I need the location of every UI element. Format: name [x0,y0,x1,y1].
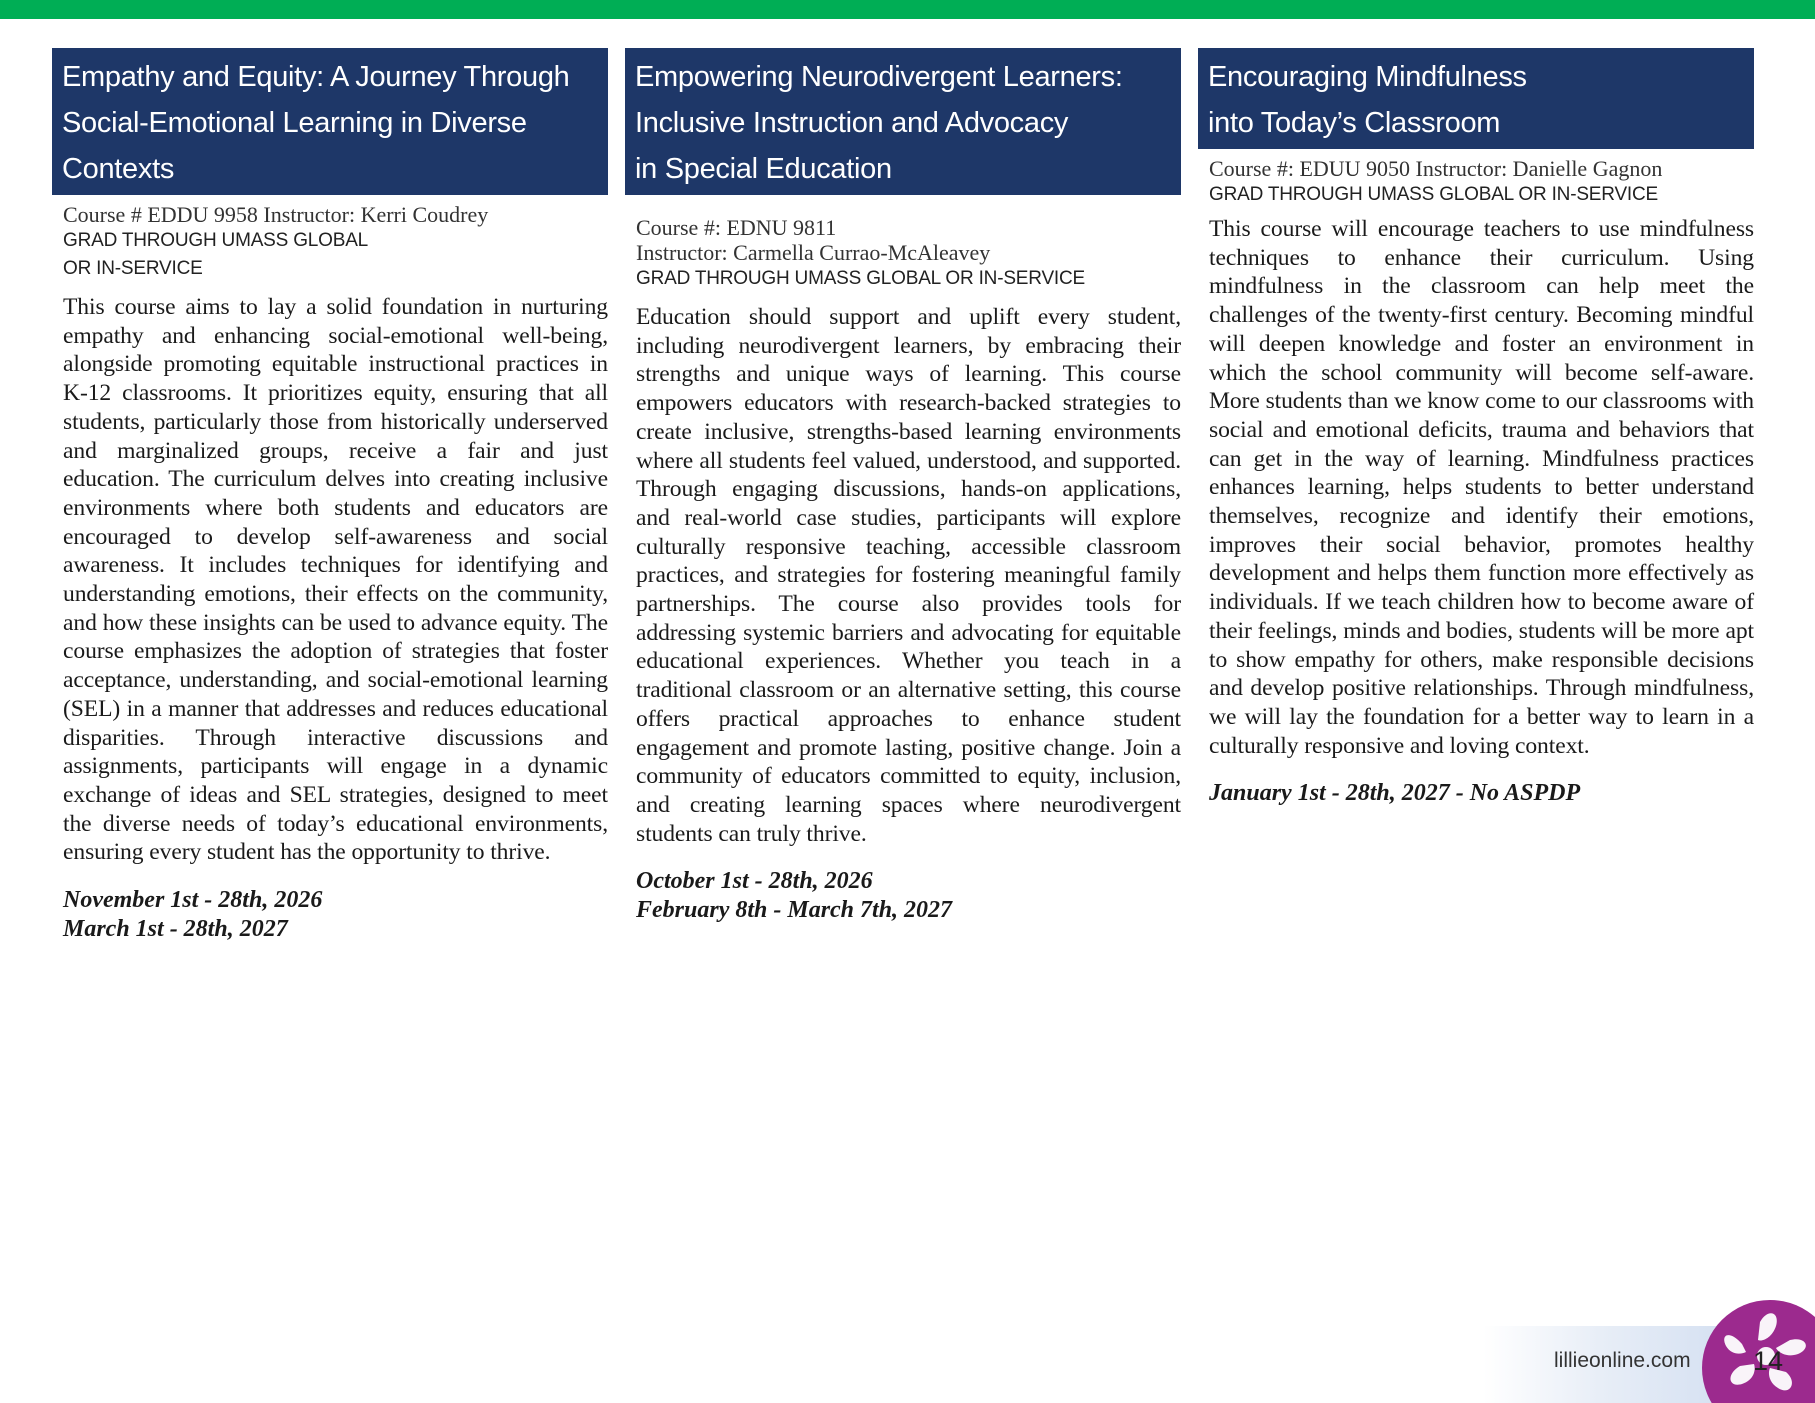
session-date: January 1st - 28th, 2027 - No ASPDP [1209,780,1581,807]
course-column-2 [625,48,1181,925]
course-meta [1198,156,1754,209]
top-accent-bar [0,0,1815,19]
course-meta [52,202,608,283]
course-title: Empathy and Equity: A Journey Through Social-Emotional Learning in Diverse Contexts [52,48,608,195]
course-dates [52,886,608,944]
course-column-3 [1198,48,1754,808]
session-date: October 1st - 28th, 2026 [636,868,873,895]
session-date: February 8th - March 7th, 2027 [636,897,953,924]
course-number-instructor: Course #: EDUU 9050 Instructor: Danielle Gagnon [1209,156,1663,181]
credit-option: GRAD THROUGH UMASS GLOBAL OR IN-SERVICE [63,230,369,279]
course-dates [625,867,1181,925]
course-instructor: Instructor: Carmella Currao-McAleavey [636,240,991,265]
course-dates [1198,779,1754,808]
session-date: November 1st - 28th, 2026 [63,887,323,914]
footer-website: lillieonline.com [1554,1349,1691,1372]
session-date: March 1st - 28th, 2027 [63,916,288,943]
course-title: Empowering Neurodivergent Learners: Inclusive Instruction and Advocacy in Special Education [625,48,1181,195]
credit-option: GRAD THROUGH UMASS GLOBAL OR IN-SERVICE [1209,184,1658,205]
page-number: 14 [1753,1346,1784,1376]
course-column-1 [52,48,608,944]
course-title: Encouraging Mindfulness into Today’s Classroom [1198,48,1754,149]
course-description: This course will encourage teachers to use mindfulness techniques to enhance their curriculum. Using mindfulness in the classroom can help meet the challenges of the twenty-first century. Becoming mindful will deepen knowledge and foster an environment in which the school community will become self-aware. More students than we know come to our classrooms with social and emotional deficits, trauma and behaviors that can get in the way of learning. Mindfulness practices enhances learning, helps students to better understand themselves, recognize and identify their emotions, improves their social behavior, promotes healthy development and helps them function more effectively as individuals. If we teach children how to become aware of their feelings, minds and bodies, students will be more apt to show empathy for others, make responsible decisions and develop positive relationships. Through mindfulness, we will lay the foundation for a better way to learn in a culturally responsive and loving context. [1209,216,1754,759]
course-description: This course aims to lay a solid foundation in nurturing empathy and enhancing social-emotional well-being, alongside promoting equitable instructional practices in K-12 classrooms. It prioritizes equity, ensuring that all students, particularly those from historically underserved and marginalized groups, receive a fair and just education. The curriculum delves into creating inclusive environments where both students and educators are encouraged to develop self-awareness and social awareness. It includes techniques for identifying and understanding emotions, their effects on the community, and how these insights can be used to advance equity. The course emphasizes the adoption of strategies that foster acceptance, understanding, and social-emotional learning (SEL) in a manner that addresses and reduces educational disparities. Through interactive discussions and assignments, participants will engage in a dynamic exchange of ideas and SEL strategies, designed to meet the diverse needs of today’s educational environments, ensuring every student has the opportunity to thrive. [63,294,608,866]
course-description: Education should support and uplift every student, including neurodivergent learners, by embracing their strengths and unique ways of learning. This course empowers educators with research-backed strategies to create inclusive, strengths-based learning environments where all students feel valued, understood, and supported. Through engaging discussions, hands-on applications, and real-world case studies, participants will explore culturally responsive teaching, accessible classroom practices, and strategies for fostering meaningful family partnerships. The course also provides tools for addressing systemic barriers and advocating for equitable educational experiences. Whether you teach in a traditional classroom or an alternative setting, this course offers practical approaches to enhance student engagement and promote lasting, positive change. Join a community of educators committed to equity, inclusion, and creating learning spaces where neurodivergent students can truly thrive. [636,304,1181,847]
credit-option: GRAD THROUGH UMASS GLOBAL OR IN-SERVICE [636,268,1085,289]
course-number: Course #: EDNU 9811 [636,215,837,240]
course-meta [625,215,1181,293]
course-number-instructor: Course # EDDU 9958 Instructor: Kerri Coudrey [63,202,489,227]
